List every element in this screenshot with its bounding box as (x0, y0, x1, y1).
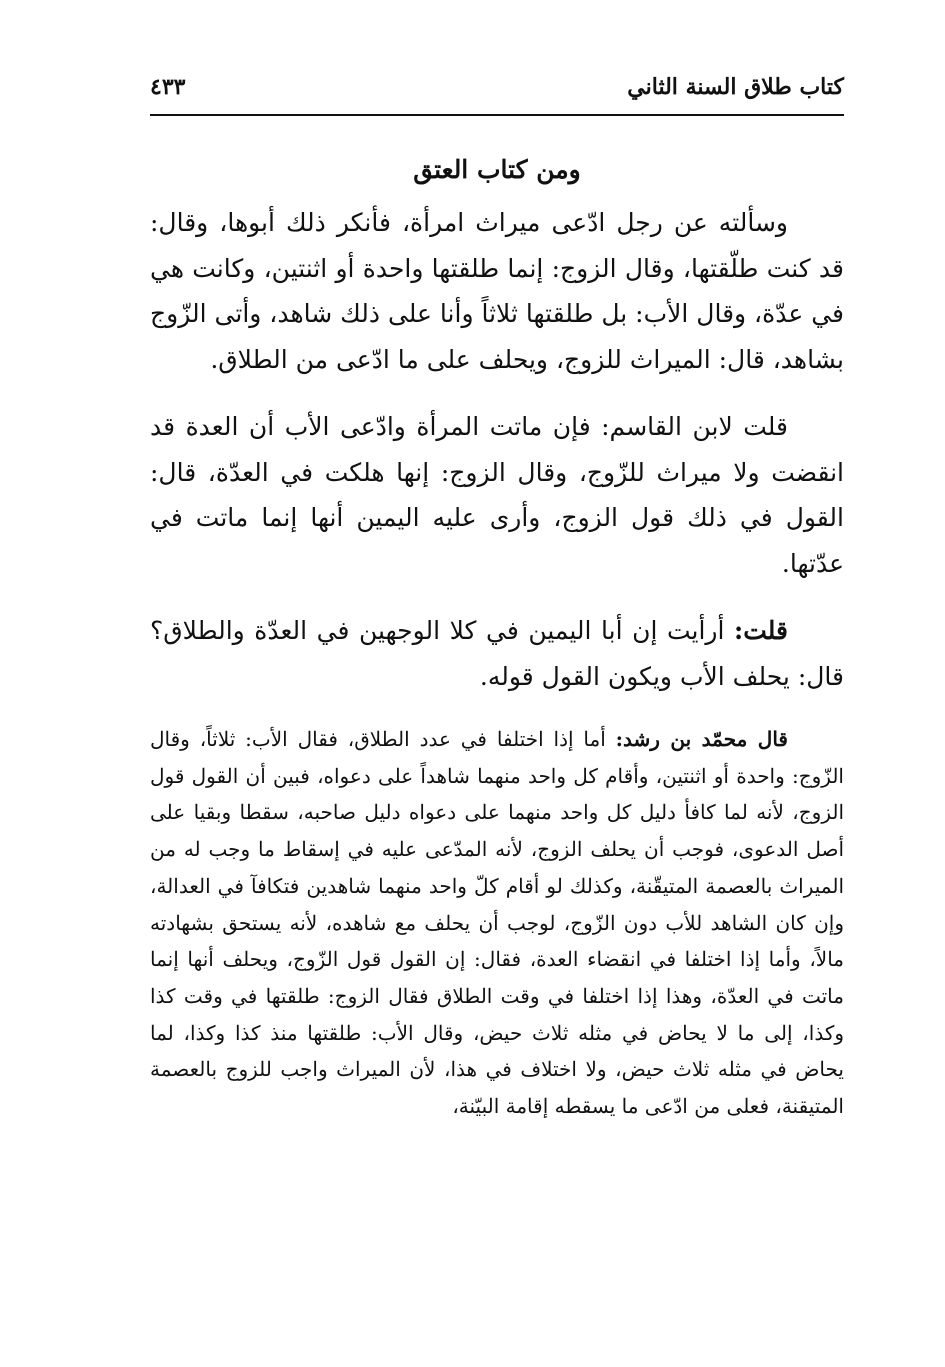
commentary-text: أما إذا اختلفا في عدد الطلاق، فقال الأب: ثلاثاً، وقال الزّوج: واحدة أو اثنتين، وأقام كل واحد منهما شاهداً على دعواه، فبين أن القول قول الزوج، لأنه لما كافأ دليل كل واحد منهما على دعواه دليل صاحبه، سقطا وبقيا على أصل الدعوى، فوجب أن يحلف الزوج، لأنه المدّعى عليه في إسقاط ما وجب له من الميراث بالعصمة المتيقّنة، وكذلك لو أقام كلّ واحد منهما شاهدين فتكافآ في العدالة، وإن كان الشاهد للأب دون الزّوج، لوجب أن يحلف مع شاهده، لأنه يستحق بشهادته مالاً، وأما إذا اختلفا في انقضاء العدة، فقال: إن القول قول الزّوج، ويحلف أنها إنما ماتت في العدّة، وهذا إذا اختلفا في وقت الطلاق فقال الزوج: طلقتها في وقت كذا وكذا، إلى ما لا يحاض في مثله ثلاث حيض، وقال الأب: طلقتها منذ كذا وكذا، لما يحاض في مثله ثلاث حيض، ولا اختلاف في هذا، لأن الميراث واجب للزوج بالعصمة المتيقنة، فعلى من ادّعى ما يسقطه إقامة البيّنة، (150, 727, 845, 1119)
page-number: ٤٣٣ (150, 74, 186, 100)
header-rule (150, 114, 844, 116)
paragraph-2-text: قلت لابن القاسم: فإن ماتت المرأة وادّعى الأب أن العدة قد انقضت ولا ميراث للزّوج، وقال الزوج: إنها هلكت في العدّة، قال: القول في ذلك قول الزوج، وأرى عليه اليمين أنها إنما ماتت في عدّتها. (150, 412, 844, 578)
paragraph-1-text: وسألته عن رجل ادّعى ميراث امرأة، فأنكر ذلك أبوها، وقال: قد كنت طلّقتها، وقال الزوج: إنما طلقتها واحدة أو اثنتين، وكانت هي في عدّة، وقال الأب: بل طلقتها ثلاثاً وأنا على ذلك شاهد، وأتى الزّوج بشاهد، قال: الميراث للزوج، ويحلف على ما ادّعى من الطلاق. (150, 208, 844, 374)
paragraph-2 (150, 404, 844, 586)
paragraph-3-text: أرأيت إن أبا اليمين في كلا الوجهين في العدّة والطلاق؟ قال: يحلف الأب ويكون القول قوله. (150, 616, 844, 691)
page-header (150, 72, 844, 112)
section-title: ومن كتاب العتق (413, 155, 581, 184)
commentary-paragraph (150, 721, 844, 1125)
running-title: كتاب طلاق السنة الثاني (627, 74, 844, 100)
paragraph-1 (150, 200, 844, 382)
page-body (150, 148, 844, 1125)
paragraph-3 (150, 608, 844, 699)
paragraph-3-lead: قلت: (733, 616, 788, 645)
commentary-lead: قال محمّد بن رشد: (615, 727, 788, 751)
